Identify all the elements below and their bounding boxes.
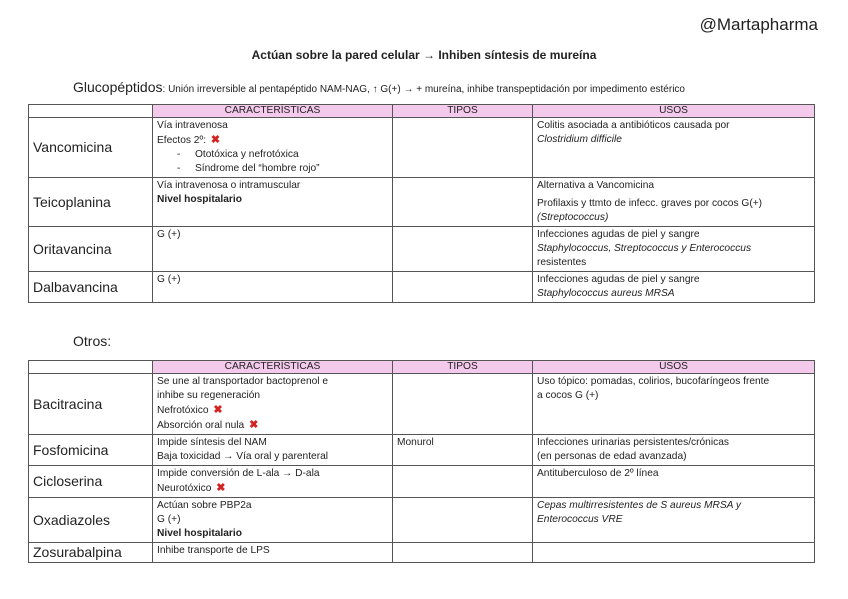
text-fragment: Absorción oral nula (157, 420, 245, 431)
header-tipos: TIPOS (393, 361, 533, 374)
text-line: (en personas de edad avanzada) (537, 451, 687, 462)
text-line: G (+) (157, 514, 181, 525)
caracteristicas-cell (153, 178, 393, 227)
header-blank (29, 105, 153, 118)
table-row (29, 178, 815, 227)
header-usos: USOS (533, 105, 815, 118)
caracteristicas-cell (153, 466, 393, 498)
drug-name: Oritavancina (29, 227, 153, 272)
text-line: Inhibe transporte de LPS (157, 545, 270, 556)
x-mark-icon: ✖ (213, 404, 223, 416)
usos-cell (533, 466, 815, 498)
text-line: Monurol (397, 437, 434, 448)
caracteristicas-cell (153, 227, 393, 272)
text-line: Nivel hospitalario (157, 194, 242, 205)
tipos-cell (393, 435, 533, 466)
text-line: Enterococcus VRE (537, 514, 623, 525)
text-line: Baja toxicidad → Vía oral y parenteral (157, 451, 329, 462)
text-line (157, 403, 388, 418)
table-header-row (29, 105, 815, 118)
usos-cell (533, 272, 815, 303)
text-line: Infecciones agudas de piel y sangre (537, 274, 700, 285)
tipos-cell (393, 272, 533, 303)
header-caracteristicas: CARACTERÍSTICAS (153, 105, 393, 118)
text-line: (Streptococcus) (537, 212, 609, 223)
header-tipos: TIPOS (393, 105, 533, 118)
x-mark-icon: ✖ (216, 482, 226, 494)
text-line: Nivel hospitalario (157, 528, 242, 539)
text-line (157, 418, 388, 433)
text-fragment: Efectos 2º: (157, 135, 207, 146)
usos-cell (533, 227, 815, 272)
text-line: Impide síntesis del NAM (157, 437, 267, 448)
caracteristicas-cell (153, 374, 393, 435)
text-line: Antituberculoso de 2º línea (537, 468, 659, 479)
text-line: Alternativa a Vancomicina (537, 180, 655, 191)
text-line: Vía intravenosa o intramuscular (157, 180, 301, 191)
tipos-cell (393, 466, 533, 498)
table-row (29, 466, 815, 498)
drug-name: Zosurabalpina (29, 543, 153, 563)
usos-cell (533, 374, 815, 435)
drug-name: Vancomicina (29, 118, 153, 178)
usos-cell (533, 435, 815, 466)
tipos-cell (393, 374, 533, 435)
text-line (157, 133, 388, 148)
text-line: Uso tópico: pomadas, colirios, bucofaríngeos frente (537, 376, 770, 387)
text-line (157, 481, 388, 496)
text-line: Infecciones agudas de piel y sangre (537, 229, 700, 240)
text-fragment: Nefrotóxico (157, 405, 209, 416)
intro-group-name: Glucopéptidos (73, 79, 163, 95)
drug-name: Bacitracina (29, 374, 153, 435)
tipos-cell (393, 498, 533, 543)
drug-name: Dalbavancina (29, 272, 153, 303)
tipos-cell (393, 118, 533, 178)
table-row (29, 227, 815, 272)
header-caracteristicas: CARACTERÍSTICAS (153, 361, 393, 374)
tipos-cell (393, 227, 533, 272)
text-line: G (+) (157, 229, 181, 240)
page-title: Actúan sobre la pared celular → Inhiben síntesis de mureína (251, 48, 597, 62)
text-line: a cocos G (+) (537, 390, 599, 401)
caracteristicas-cell (153, 272, 393, 303)
author-handle: @Martapharma (699, 15, 818, 34)
text-line: Se une al transportador bactoprenol e (157, 376, 329, 387)
usos-cell (533, 498, 815, 543)
caracteristicas-cell (153, 118, 393, 178)
otros-table (28, 360, 815, 563)
text-line: inhibe su regeneración (157, 390, 261, 401)
list-item: - Síndrome del “hombre rojo” (195, 162, 388, 176)
intro-line (73, 79, 685, 95)
text-line: Cepas multirresistentes de S aureus MRSA y (537, 500, 742, 511)
table-header-row (29, 361, 815, 374)
text-line: Infecciones urinarias persistentes/crónicas (537, 437, 729, 448)
caracteristicas-cell (153, 498, 393, 543)
table-row (29, 498, 815, 543)
table-row (29, 272, 815, 303)
drug-name: Oxadiazoles (29, 498, 153, 543)
drug-name: Fosfomicina (29, 435, 153, 466)
text-line: G (+) (157, 274, 181, 285)
text-line: resistentes (537, 257, 587, 268)
list-item: - Ototóxica y nefrotóxica (195, 148, 388, 162)
x-mark-icon: ✖ (249, 419, 259, 431)
table-row (29, 374, 815, 435)
text-line: Staphylococcus aureus MRSA (537, 288, 675, 299)
text-line: Staphylococcus, Streptococcus y Enterococcus (537, 243, 752, 254)
header-blank (29, 361, 153, 374)
table-row (29, 543, 815, 563)
caracteristicas-cell (153, 543, 393, 563)
bullet-list (157, 148, 388, 176)
text-line: Vía intravenosa (157, 120, 228, 131)
text-line: Profilaxis y ttmto de infecc. graves por cocos G(+) (537, 198, 763, 209)
text-line: Colitis asociada a antibióticos causada por (537, 120, 730, 131)
usos-cell (533, 118, 815, 178)
caracteristicas-cell (153, 435, 393, 466)
text-line: Impide conversión de L-ala → D-ala (157, 468, 320, 479)
table-row (29, 118, 815, 178)
text-fragment: Neurotóxico (157, 483, 212, 494)
table-row (29, 435, 815, 466)
text-line: Actúan sobre PBP2a (157, 500, 252, 511)
header-usos: USOS (533, 361, 815, 374)
x-mark-icon: ✖ (210, 134, 221, 146)
glucopeptidos-table (28, 104, 815, 303)
intro-description: : Unión irreversible al pentapéptido NAM-NAG, ↑ G(+) → + mureína, inhibe transpeptidación por impedimento estérico (162, 84, 685, 95)
drug-name: Teicoplanina (29, 178, 153, 227)
text-line: Clostridium difficile (537, 134, 622, 145)
section-label-otros: Otros: (73, 333, 112, 349)
tipos-cell (393, 543, 533, 563)
usos-cell (533, 543, 815, 563)
tipos-cell (393, 178, 533, 227)
drug-name: Cicloserina (29, 466, 153, 498)
usos-cell (533, 178, 815, 227)
